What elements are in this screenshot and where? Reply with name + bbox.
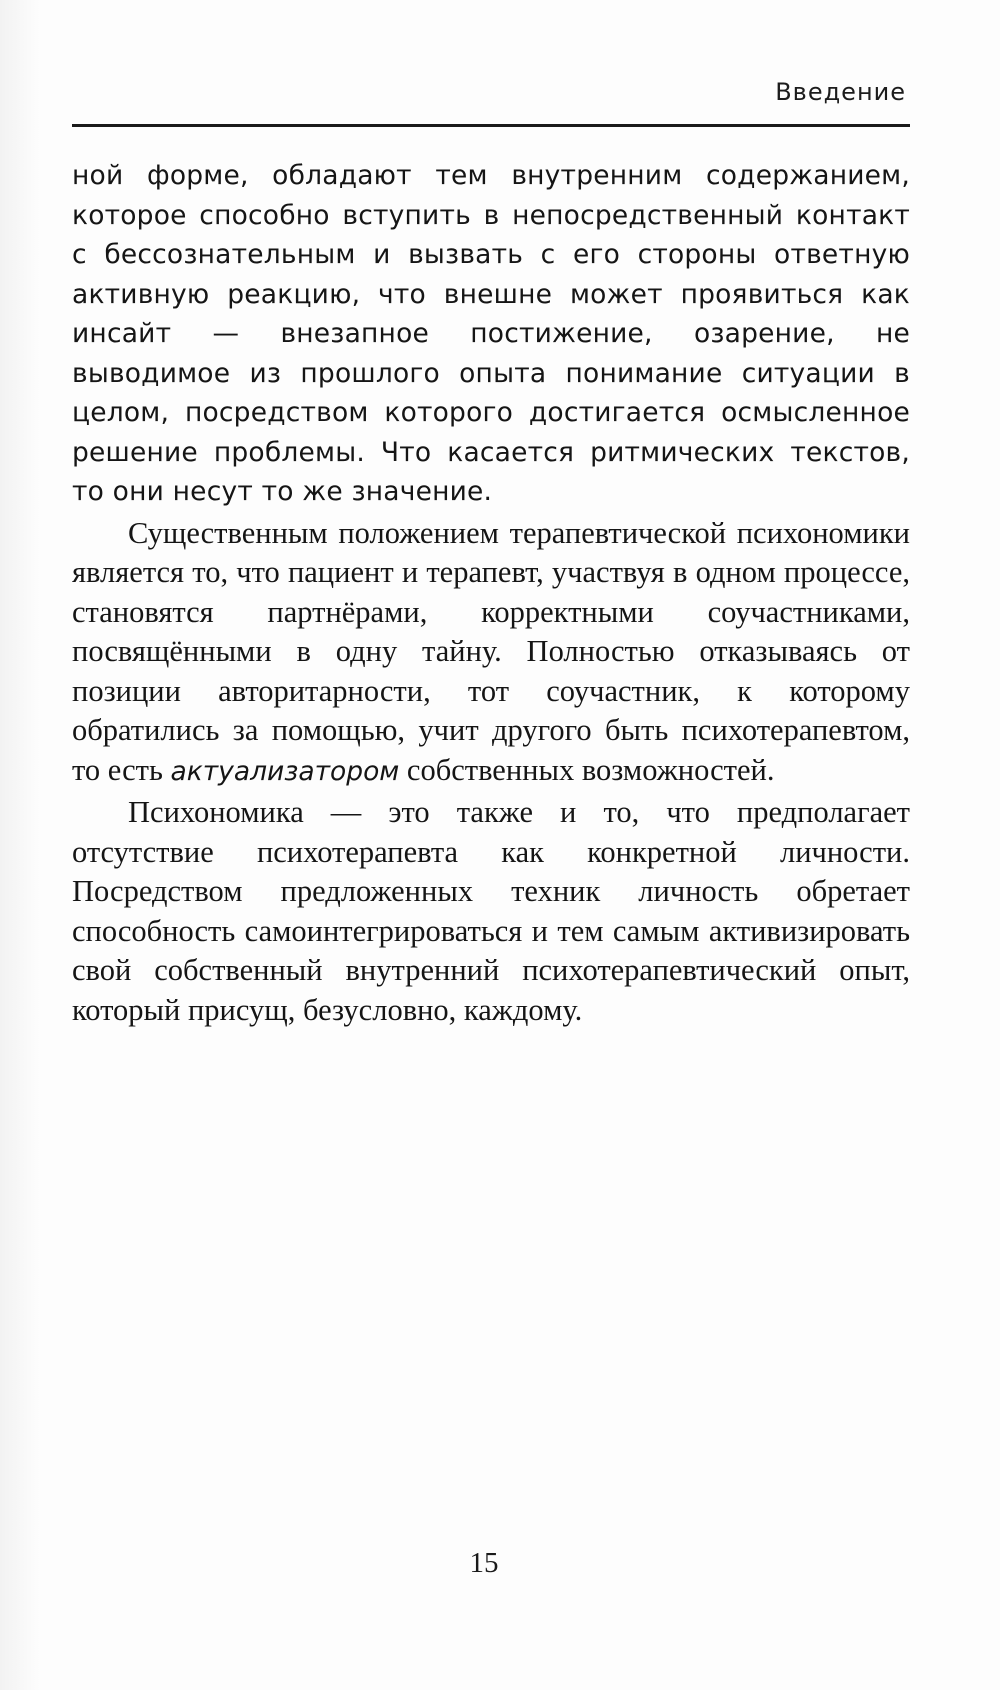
emphasis-term: актуализатором [170,755,400,787]
body-text [72,156,910,1030]
page-number: 15 [469,1547,499,1579]
paragraph-1: ной форме, обладают тем внутренним содержанием, которое способно вступить в непосредственный контакт с бессознательным и вызвать с его стороны ответную активную реакцию, что внешне может проявиться как инсайт — внезапное постижение, озарение, не выводимое из прошлого опыта понимание ситуации в целом, посредством которого достигается осмысленное решение проблемы. Что касается ритмических текстов, то они несут то же значение. [72,160,910,507]
header-rule [72,124,910,127]
paragraph-2 [72,514,910,792]
paragraph-2-continuation: собственных возможностей. [406,752,775,787]
paragraph-2-text: Существенным положением терапевтической психономики является то, что пациент и терапевт, участвуя в одном процессе, становятся партнёрами, корректными соучастниками, посвящёнными в одну тайну. Полностью отказываясь от позиции авторитарности, тот соучастник, к которому обратились за помощью, учит другого быть психотерапевтом, то есть [72,515,910,787]
running-head: Введение [775,78,906,106]
scan-edge-shade [0,0,40,1690]
paragraph-3: Психономика — это также и то, что предполагает отсутствие психотерапевта как конкретной личности. Посредством предложенных техник личность обретает способность самоинтегрироваться и тем самым активизировать свой собственный внутренний психотерапевтический опыт, который присущ, безусловно, каждому. [72,795,910,1027]
